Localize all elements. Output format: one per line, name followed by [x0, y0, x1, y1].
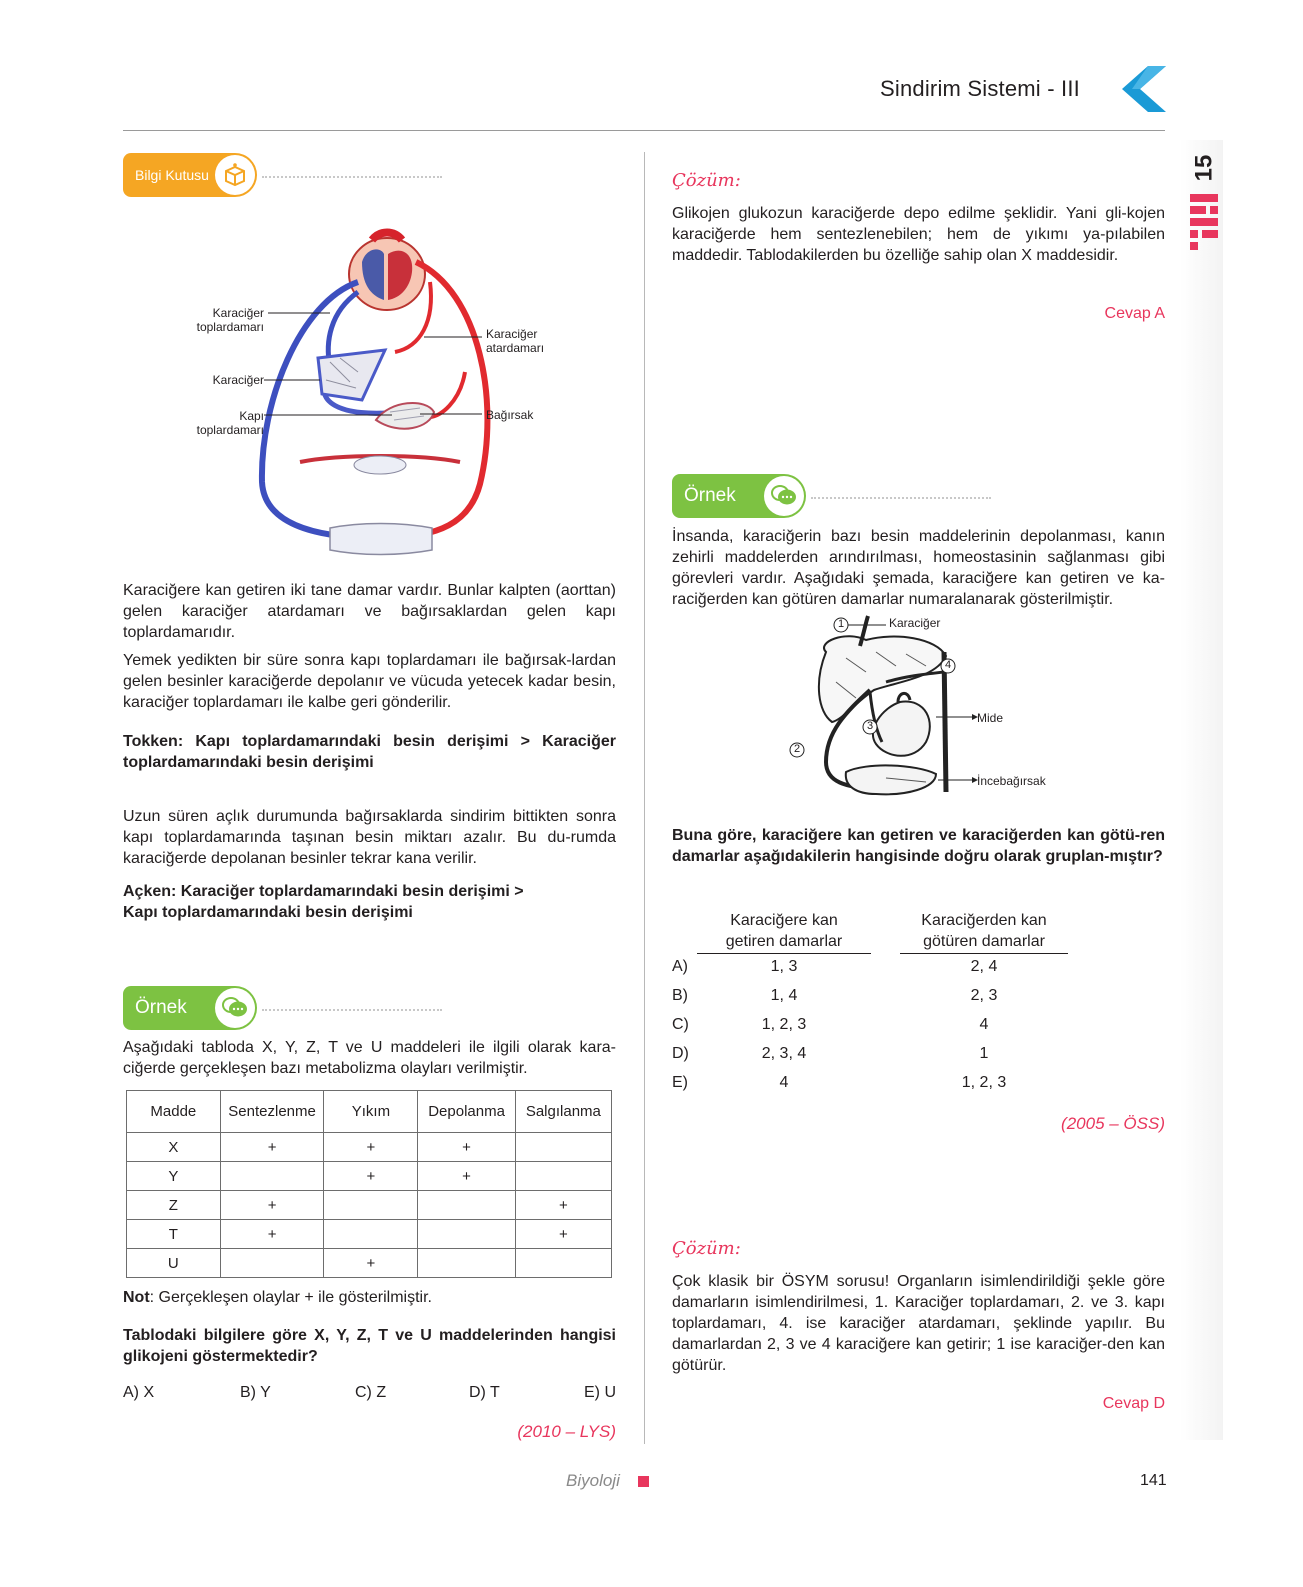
option-c[interactable]: C) Z	[355, 1384, 387, 1401]
option-letter: D)	[672, 1045, 689, 1062]
footer-square	[638, 1476, 649, 1487]
example2-question: Buna göre, karaciğere kan getiren ve karaciğerden kan götü-ren damarlar aşağıdakilerin hangisinde doğru olarak gruplan-mıştır?	[672, 827, 1165, 865]
option-col2: 2, 4	[970, 958, 998, 975]
side-strip	[1180, 140, 1223, 1440]
citation-1: (2010 – LYS)	[517, 1422, 616, 1441]
vessel-number-4: 4	[944, 659, 952, 671]
vessel-number-2: 2	[793, 743, 801, 755]
acken-line-1: Açken: Karaciğer toplardamarındaki besin derişimi >	[123, 883, 524, 900]
ornek-badge-2	[672, 474, 806, 518]
option-col2: 1	[979, 1045, 989, 1062]
label-kapi-toplardamari: Kapı toplardamarı	[196, 409, 264, 437]
column-divider	[644, 152, 645, 1444]
dotted-leader	[262, 1009, 442, 1011]
page-title: Sindirim Sistemi - III	[880, 76, 1080, 101]
option-col2: 1, 2, 3	[961, 1074, 1007, 1091]
table-cell	[324, 1191, 418, 1220]
metabolism-table	[126, 1090, 612, 1278]
col2-header-line1: Karaciğerden kan	[921, 912, 1047, 929]
ornek-badge-1	[123, 986, 257, 1030]
liver-circulation-diagram	[180, 222, 560, 562]
table-cell	[515, 1133, 611, 1162]
option-letter: C)	[672, 1016, 689, 1033]
option-row-b[interactable]	[672, 987, 1092, 1007]
col1-header-line1: Karaciğere kan	[730, 912, 838, 929]
table-cell: +	[220, 1191, 324, 1220]
table-cell	[515, 1162, 611, 1191]
table-row	[127, 1162, 612, 1191]
chat-bubbles-icon	[215, 988, 255, 1028]
dotted-leader	[262, 176, 442, 178]
table-row	[127, 1133, 612, 1162]
box-icon	[215, 155, 255, 195]
col1-header-line2: getiren damarlar	[725, 933, 843, 950]
label-karaciger-2: Karaciğer	[889, 616, 941, 630]
note-text: : Gerçekleşen olaylar + ile gösterilmiştir.	[149, 1289, 432, 1306]
table-cell	[220, 1249, 324, 1278]
option-col1: 1, 4	[770, 987, 798, 1004]
dotted-leader	[811, 497, 991, 499]
label-karaciger: Karaciğer	[212, 373, 264, 387]
vessel-number-1: 1	[837, 618, 845, 630]
example1-intro: Aşağıdaki tabloda X, Y, Z, T ve U maddeleri ile ilgili olarak kara-ciğerde gerçekleşen bazı metabolizma olayları verilmiştir.	[123, 1039, 616, 1077]
option-col1: 4	[779, 1074, 789, 1091]
option-col1: 2, 3, 4	[761, 1045, 807, 1062]
answer-2: Cevap D	[1102, 1395, 1165, 1412]
bilgi-kutusu-label: Bilgi Kutusu	[135, 167, 209, 183]
solution-text-1: Glikojen glukozun karaciğerde depo edilme şeklidir. Yani gli-kojen karaciğerde hem sentezlenebilen; hem de yıkımı ya-pılabilen maddedir. Tablodakilerden bu özelliğe sahip olan X maddesidir.	[672, 205, 1165, 264]
citation-2: (2005 – ÖSS)	[1061, 1114, 1165, 1133]
option-letter: A)	[672, 958, 688, 975]
table-cell: +	[324, 1133, 418, 1162]
table-cell	[515, 1249, 611, 1278]
note-label: Not	[123, 1289, 150, 1306]
ornek-label: Örnek	[135, 997, 187, 1018]
label-bagirsak: Bağırsak	[486, 408, 534, 422]
option-row-c[interactable]	[672, 1016, 1092, 1036]
table-cell: +	[324, 1162, 418, 1191]
example1-question: Tablodaki bilgilere göre X, Y, Z, T ve U maddelerinden hangisi glikojeni göstermektedir?	[123, 1327, 616, 1365]
option-e[interactable]: E) U	[584, 1384, 616, 1401]
info-paragraph-3: Uzun süren açlık durumunda bağırsaklarda sindirim bittikten sonra kapı toplardamarında taşınan besin miktarı azalır. Bu du-rumda karaciğerde depolanan besinler tekrar kana verilir.	[123, 808, 616, 867]
col2-header-line2: götüren damarlar	[923, 933, 1045, 950]
table-cell	[418, 1220, 515, 1249]
footer-subject: Biyoloji	[566, 1471, 620, 1490]
table-cell: +	[515, 1220, 611, 1249]
table-header: Madde	[127, 1091, 221, 1133]
table-cell: X	[127, 1133, 221, 1162]
option-letter: B)	[672, 987, 688, 1004]
col1-header	[697, 910, 871, 954]
option-row-d[interactable]	[672, 1045, 1092, 1065]
fasikul-tab	[1184, 150, 1224, 250]
table-cell	[324, 1220, 418, 1249]
table-cell	[418, 1191, 515, 1220]
liver-vessels-diagram	[786, 612, 986, 804]
option-a[interactable]: A) X	[123, 1384, 155, 1401]
chevron-left-icon	[1122, 66, 1166, 112]
table-header: Depolanma	[418, 1091, 515, 1133]
label-incebagirsak: İncebağırsak	[977, 774, 1046, 788]
option-b[interactable]: B) Y	[240, 1384, 271, 1401]
solution-text-2: Çok klasik bir ÖSYM sorusu! Organların isimlendirildiği şekle göre damarların isimlendirilmesi, 1. Karaciğer toplardamarı, 2. ve 3. kapı toplardamarı, 4. ise karaciğer atardamarı, şeklinde yapılır. Bu damarlardan 2, 3 ve 4 karaciğere kan getirir; 1 ise karaciğer-den kan götürür.	[672, 1273, 1165, 1374]
table-cell	[418, 1249, 515, 1278]
table-cell: T	[127, 1220, 221, 1249]
option-col2: 4	[979, 1016, 989, 1033]
table-cell: U	[127, 1249, 221, 1278]
page-number: 141	[1140, 1472, 1167, 1489]
table-header: Yıkım	[324, 1091, 418, 1133]
option-row-e[interactable]	[672, 1074, 1092, 1094]
solution-label-2: Çözüm:	[672, 1238, 741, 1259]
option-col1: 1, 3	[770, 958, 798, 975]
solution-label-1: Çözüm:	[672, 170, 741, 191]
tokken-statement: Tokken: Kapı toplardamarındaki besin derişimi > Karaciğer toplardamarındaki besin derişimi	[123, 733, 616, 771]
table-cell: +	[418, 1162, 515, 1191]
table-cell: +	[220, 1220, 324, 1249]
option-col2: 2, 3	[970, 987, 998, 1004]
acken-line-2: Kapı toplardamarındaki besin derişimi	[123, 904, 413, 921]
table-header: Salgılanma	[515, 1091, 611, 1133]
info-paragraph-1: Karaciğere kan getiren iki tane damar vardır. Bunlar kalpten (aorttan) gelen karaciğer atardamarı ve bağırsaklardan gelen kapı toplardamarıdır.	[123, 582, 616, 641]
table-cell	[220, 1162, 324, 1191]
example2-intro: İnsanda, karaciğerin bazı besin maddelerinin depolanması, kanın zehirli maddelerden arındırılması, homeostasinin sağlanması gibi görevleri vardır. Aşağıdaki şemada, karaciğere kan getiren ve ka-raciğerden kan götüren damarlar numaralanarak gösterilmiştir.	[672, 528, 1165, 608]
table-header: Sentezlenme	[220, 1091, 324, 1133]
ornek-label: Örnek	[684, 485, 736, 506]
table-row	[127, 1249, 612, 1278]
option-row-a[interactable]	[672, 958, 1092, 978]
table-cell: +	[220, 1133, 324, 1162]
option-d[interactable]: D) T	[469, 1384, 500, 1401]
header-rule	[123, 130, 1165, 131]
vessel-number-3: 3	[866, 720, 874, 732]
option-col1: 1, 2, 3	[761, 1016, 807, 1033]
table-row	[127, 1191, 612, 1220]
table-cell: +	[324, 1249, 418, 1278]
table-cell: +	[418, 1133, 515, 1162]
table-note	[123, 1287, 616, 1308]
bilgi-kutusu-badge	[123, 153, 257, 197]
label-karaciger-atardamari: Karaciğer atardamarı	[486, 327, 545, 355]
label-karaciger-toplardamari: Karaciğer toplardamarı	[196, 306, 264, 334]
label-mide: Mide	[977, 711, 1004, 725]
table-cell: Y	[127, 1162, 221, 1191]
table-row	[127, 1220, 612, 1249]
table-cell: +	[515, 1191, 611, 1220]
chat-bubbles-icon	[764, 476, 804, 516]
table-cell: Z	[127, 1191, 221, 1220]
answer-1: Cevap A	[1104, 305, 1165, 322]
table-header-row	[127, 1091, 612, 1133]
option-letter: E)	[672, 1074, 688, 1091]
fasikul-number: 15	[1189, 154, 1217, 182]
fasikul-logo-icon	[1190, 194, 1218, 250]
info-paragraph-2: Yemek yedikten bir süre sonra kapı toplardamarı ile bağırsak-lardan gelen besinler karaciğerde depolanır ve vücuda yetecek kadar besin, karaciğer toplardamarı ile kalbe geri gönderilir.	[123, 652, 616, 711]
col2-header	[900, 910, 1068, 954]
